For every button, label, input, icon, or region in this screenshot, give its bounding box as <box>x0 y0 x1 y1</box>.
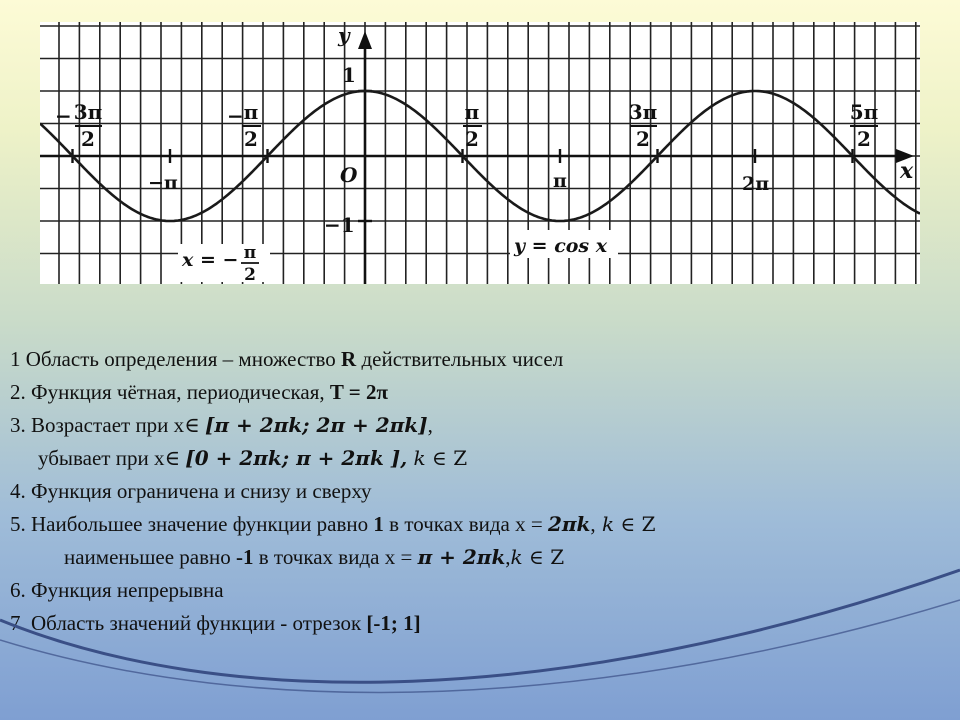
property-5-max: 5. Наибольшее значение функции равно 1 в точках вида х = 2πk, k ∈ Z <box>10 512 656 536</box>
svg-text:x = −: x = − <box>182 249 239 271</box>
swoosh-line-1 <box>0 570 960 682</box>
y-axis-arrow <box>358 31 372 49</box>
label-pi-over-2 <box>463 100 482 151</box>
label-3pi-over-2 <box>629 100 658 151</box>
grid <box>40 22 920 284</box>
y-minus-one-label: −1 <box>324 213 355 237</box>
svg-text:2: 2 <box>465 127 479 151</box>
property-3-increasing: 3. Возрастает при х∈ [π + 2πk; 2π + 2πk], <box>10 413 433 437</box>
svg-text:3π: 3π <box>628 100 658 124</box>
label-pi: π <box>553 170 567 192</box>
function-label <box>510 230 618 258</box>
svg-text:2: 2 <box>81 127 95 151</box>
svg-text:π: π <box>464 100 480 124</box>
property-6: 6. Функция непрерывна <box>10 578 224 602</box>
cosine-graph-svg <box>40 22 920 284</box>
svg-text:5π: 5π <box>849 100 879 124</box>
decorative-swoosh <box>0 560 960 720</box>
property-2: 2. Функция чётная, периодическая, T = 2π <box>10 380 389 404</box>
label-minus-pi: −π <box>148 172 178 194</box>
property-5-min: наименьшее равно -1 в точках вида х = π + 2πk,k ∈ Z <box>64 545 565 569</box>
svg-text:−: − <box>55 104 72 128</box>
svg-text:π: π <box>243 243 257 263</box>
origin-label: O <box>340 163 358 187</box>
asymptote-label <box>178 243 270 284</box>
label-minus-pi-over-2 <box>227 100 261 151</box>
property-1: 1 Область определения – множество R действительных чисел <box>10 347 564 371</box>
property-4: 4. Функция ограничена и снизу и сверху <box>10 479 372 503</box>
svg-text:2: 2 <box>636 127 650 151</box>
svg-text:2: 2 <box>244 127 258 151</box>
property-7: 7. Область значений функции - отрезок [-1; 1] <box>10 611 421 635</box>
cosine-graph <box>40 22 920 284</box>
property-3-decreasing: убывает при х∈ [0 + 2πk; π + 2πk ], k ∈ Z <box>38 446 468 470</box>
svg-text:3π: 3π <box>73 100 103 124</box>
label-2pi: 2π <box>742 173 770 195</box>
svg-text:2: 2 <box>244 265 256 284</box>
y-one-label: 1 <box>342 63 356 87</box>
y-axis-label: y <box>338 23 350 47</box>
svg-text:−: − <box>227 104 244 128</box>
svg-text:π: π <box>243 100 259 124</box>
svg-text:2: 2 <box>857 127 871 151</box>
x-axis-label: x <box>900 158 914 184</box>
svg-text:y = cos x: y = cos x <box>514 235 608 257</box>
